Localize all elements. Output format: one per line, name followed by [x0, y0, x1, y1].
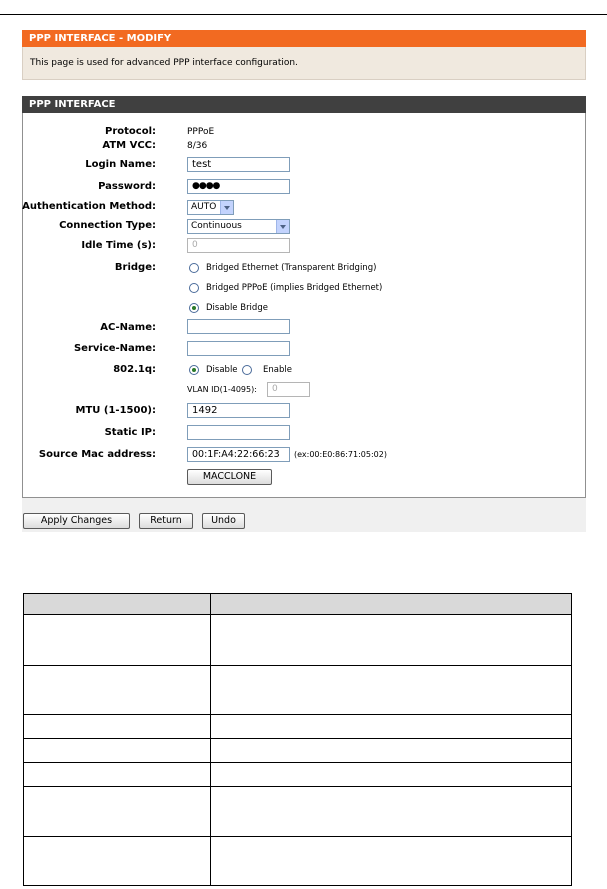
dot1q-radio-enable[interactable]	[242, 365, 252, 375]
password-input[interactable]: ●●●●	[187, 179, 290, 194]
table-row	[24, 715, 572, 739]
table-row	[24, 739, 572, 763]
authentication-method-label: Authentication Method:	[22, 201, 156, 212]
authentication-method-value: AUTO	[191, 202, 217, 212]
table-row	[24, 615, 572, 666]
chevron-down-icon	[276, 220, 289, 233]
vlan-id-label: VLAN ID(1-4095):	[187, 385, 257, 394]
service-name-label: Service-Name:	[73, 343, 156, 354]
ac-name-input[interactable]	[187, 319, 290, 334]
chevron-down-icon	[220, 201, 233, 214]
source-mac-label: Source Mac address:	[38, 449, 156, 460]
dot1q-radio-disable[interactable]	[189, 365, 199, 375]
action-button-bar	[22, 498, 586, 532]
macclone-button[interactable]: MACCLONE	[187, 469, 272, 485]
table-header-cell	[24, 594, 211, 615]
bridge-label: Bridge:	[114, 262, 156, 273]
bridge-radio-transparent[interactable]	[189, 263, 199, 273]
source-mac-hint: (ex:00:E0:86:71:05:02)	[294, 450, 387, 459]
return-button[interactable]: Return	[139, 513, 193, 529]
dot1q-disable-label: Disable	[206, 365, 238, 375]
authentication-method-select[interactable]	[187, 200, 234, 215]
table-header-row	[24, 594, 572, 615]
undo-button[interactable]: Undo	[202, 513, 245, 529]
static-ip-label: Static IP:	[104, 427, 156, 438]
mtu-label: MTU (1-1500):	[75, 405, 156, 416]
vlan-id-input[interactable]: 0	[267, 382, 310, 397]
table-row	[24, 787, 572, 837]
protocol-value: PPPoE	[187, 127, 215, 137]
modify-page-title: PPP INTERFACE - MODIFY	[22, 30, 586, 47]
bridge-radio-pppoe[interactable]	[189, 283, 199, 293]
bridge-option-disable-label: Disable Bridge	[206, 303, 268, 313]
mtu-input[interactable]: 1492	[187, 403, 290, 418]
protocol-label: Protocol:	[104, 126, 156, 137]
dot1q-label: 802.1q:	[113, 364, 156, 375]
connection-type-value: Continuous	[191, 221, 242, 231]
dot1q-enable-label: Enable	[263, 365, 292, 375]
service-name-input[interactable]	[187, 341, 290, 356]
idle-time-label: Idle Time (s):	[81, 240, 156, 251]
login-name-label: Login Name:	[85, 159, 156, 170]
login-name-input[interactable]: test	[187, 157, 290, 172]
connection-type-label: Connection Type:	[59, 220, 156, 231]
atm-vcc-value: 8/36	[187, 141, 208, 151]
apply-changes-button[interactable]: Apply Changes	[23, 513, 130, 529]
parameter-description-table	[23, 593, 572, 886]
table-header-cell	[211, 594, 572, 615]
table-row	[24, 763, 572, 787]
bridge-option-transparent-label: Bridged Ethernet (Transparent Bridging)	[206, 263, 377, 273]
bridge-radio-disable[interactable]	[189, 303, 199, 313]
atm-vcc-label: ATM VCC:	[102, 140, 156, 151]
idle-time-input[interactable]: 0	[187, 238, 290, 253]
static-ip-input[interactable]	[187, 425, 290, 440]
password-label: Password:	[98, 181, 156, 192]
ppp-interface-section-title: PPP INTERFACE	[22, 96, 586, 113]
modify-page-description: This page is used for advanced PPP interface configuration.	[22, 47, 586, 80]
bridge-option-pppoe-label: Bridged PPPoE (implies Bridged Ethernet)	[206, 283, 383, 293]
source-mac-input[interactable]: 00:1F:A4:22:66:23	[187, 447, 290, 462]
connection-type-select[interactable]	[187, 219, 290, 234]
ac-name-label: AC-Name:	[100, 322, 156, 333]
ppp-interface-form	[22, 113, 586, 498]
page-top-rule	[0, 14, 607, 15]
table-row	[24, 666, 572, 715]
table-row	[24, 837, 572, 886]
